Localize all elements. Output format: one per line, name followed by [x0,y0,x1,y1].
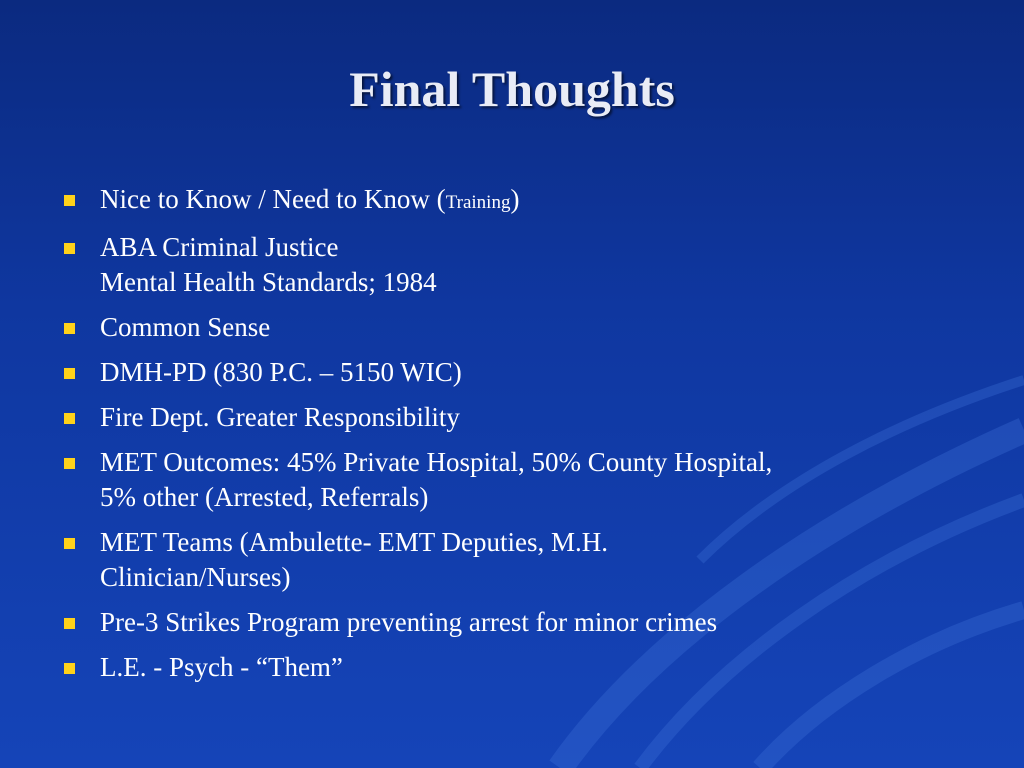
bullet-item [62,650,962,685]
bullet-text: Common Sense [100,312,271,342]
bullet-text: Pre-3 Strikes Program preventing arrest for minor crimes [100,607,718,637]
square-bullet-icon [64,368,75,379]
square-bullet-icon [64,663,75,674]
bullet-text-line2: Mental Health Standards; 1984 [100,267,437,297]
square-bullet-icon [64,323,75,334]
bullet-item [62,445,962,515]
bullet-text-tail: ) [510,184,520,214]
bullet-item [62,182,962,220]
bullet-text-line2: 5% other (Arrested, Referrals) [100,482,429,512]
bullet-item [62,525,962,595]
square-bullet-icon [64,243,75,254]
bullet-text: Fire Dept. Greater Responsibility [100,402,460,432]
bullet-item [62,605,962,640]
bullet-text-small: Training [445,192,511,213]
square-bullet-icon [64,618,75,629]
square-bullet-icon [64,458,75,469]
bullet-text: Nice to Know / Need to Know ( [100,184,446,214]
bullet-item [62,400,962,435]
bullet-list [62,182,962,695]
bullet-item [62,310,962,345]
bullet-text: MET Outcomes: 45% Private Hospital, 50% County Hospital, [100,447,773,477]
square-bullet-icon [64,413,75,424]
bullet-text-line2: Clinician/Nurses) [100,562,291,592]
bullet-text: ABA Criminal Justice [100,232,339,262]
bullet-item [62,230,962,300]
square-bullet-icon [64,538,75,549]
bullet-item [62,355,962,390]
bullet-text: L.E. - Psych - “Them” [100,652,343,682]
square-bullet-icon [64,195,75,206]
bullet-text: MET Teams (Ambulette- EMT Deputies, M.H. [100,527,609,557]
slide-title: Final Thoughts [349,61,675,117]
bullet-text: DMH-PD (830 P.C. – 5150 WIC) [100,357,462,387]
